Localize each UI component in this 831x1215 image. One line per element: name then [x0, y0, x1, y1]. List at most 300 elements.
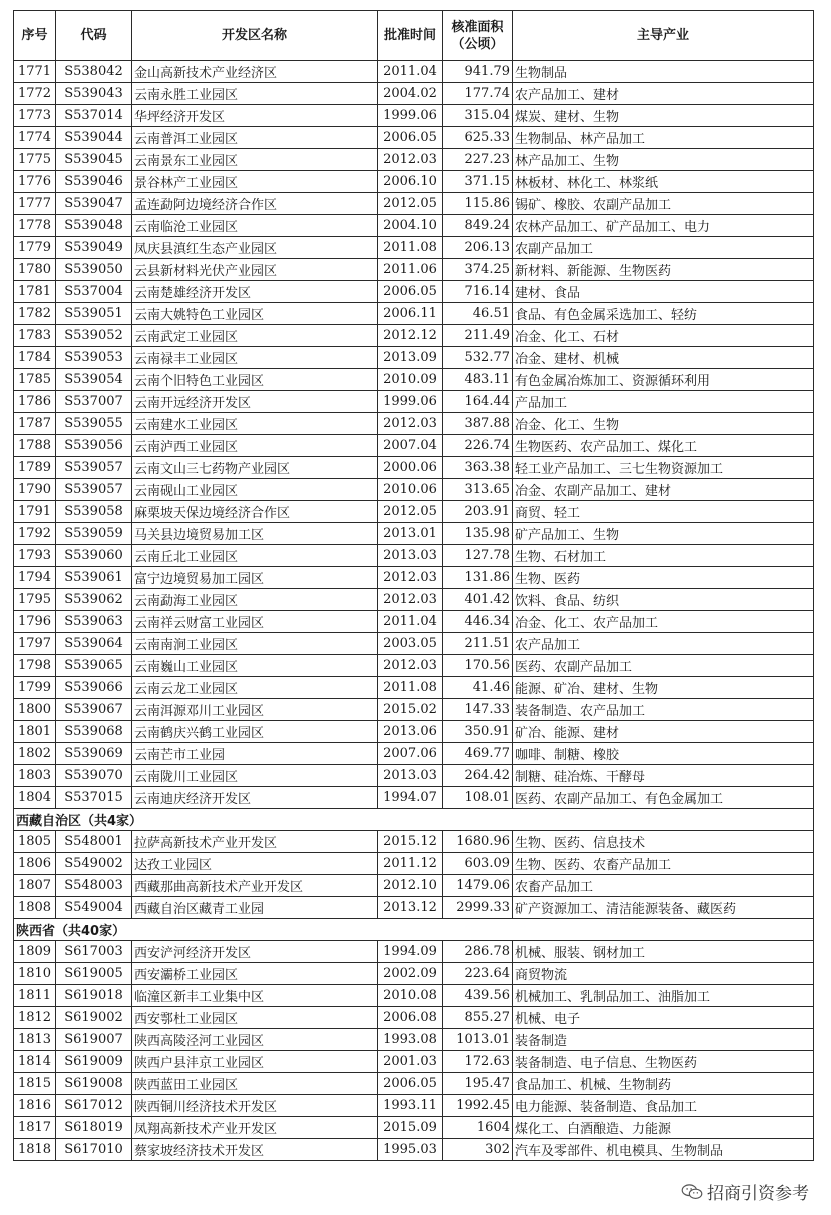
- cell-zone-name: 华坪经济开发区: [132, 105, 378, 127]
- cell-zone-name: 云南普洱工业园区: [132, 127, 378, 149]
- cell-approval-date: 2012.03: [378, 149, 443, 171]
- cell-serial-number: 1808: [14, 897, 56, 919]
- cell-code: S537014: [56, 105, 132, 127]
- cell-code: S539052: [56, 325, 132, 347]
- table-row: [14, 501, 814, 523]
- cell-zone-name: 云南丘北工业园区: [132, 545, 378, 567]
- cell-serial-number: 1805: [14, 831, 56, 853]
- cell-code: S539043: [56, 83, 132, 105]
- cell-approval-date: 1994.09: [378, 941, 443, 963]
- cell-approval-date: 2010.06: [378, 479, 443, 501]
- cell-approval-date: 2012.05: [378, 501, 443, 523]
- cell-code: S539053: [56, 347, 132, 369]
- cell-zone-name: 云南迪庆经济开发区: [132, 787, 378, 809]
- cell-zone-name: 临潼区新丰工业集中区: [132, 985, 378, 1007]
- table-row: [14, 193, 814, 215]
- cell-code: S539064: [56, 633, 132, 655]
- cell-approval-date: 1994.07: [378, 787, 443, 809]
- cell-code: S539049: [56, 237, 132, 259]
- cell-code: S539047: [56, 193, 132, 215]
- cell-leading-industry: 冶金、化工、石材: [513, 325, 814, 347]
- cell-leading-industry: 矿产品加工、生物: [513, 523, 814, 545]
- cell-zone-name: 景谷林产工业园区: [132, 171, 378, 193]
- cell-code: S539068: [56, 721, 132, 743]
- cell-serial-number: 1809: [14, 941, 56, 963]
- cell-zone-name: 云南开远经济开发区: [132, 391, 378, 413]
- cell-approved-area: 603.09: [443, 853, 513, 875]
- cell-code: S538042: [56, 61, 132, 83]
- cell-approval-date: 2004.10: [378, 215, 443, 237]
- cell-leading-industry: 商贸、轻工: [513, 501, 814, 523]
- cell-zone-name: 西安灞桥工业园区: [132, 963, 378, 985]
- cell-code: S539054: [56, 369, 132, 391]
- cell-serial-number: 1818: [14, 1139, 56, 1161]
- cell-serial-number: 1774: [14, 127, 56, 149]
- cell-approval-date: 1993.08: [378, 1029, 443, 1051]
- cell-serial-number: 1814: [14, 1051, 56, 1073]
- cell-serial-number: 1771: [14, 61, 56, 83]
- cell-leading-industry: 装备制造、农产品加工: [513, 699, 814, 721]
- cell-code: S548003: [56, 875, 132, 897]
- cell-approved-area: 131.86: [443, 567, 513, 589]
- header-leading-industry: 主导产业: [513, 11, 814, 61]
- table-row: [14, 369, 814, 391]
- table-row: [14, 1095, 814, 1117]
- cell-serial-number: 1794: [14, 567, 56, 589]
- cell-approval-date: 2012.03: [378, 567, 443, 589]
- cell-leading-industry: 电力能源、装备制造、食品加工: [513, 1095, 814, 1117]
- cell-approved-area: 1680.96: [443, 831, 513, 853]
- cell-approval-date: 2010.09: [378, 369, 443, 391]
- cell-leading-industry: 食品加工、机械、生物制药: [513, 1073, 814, 1095]
- cell-zone-name: 云南泸西工业园区: [132, 435, 378, 457]
- section-header-row: [14, 919, 814, 941]
- cell-serial-number: 1801: [14, 721, 56, 743]
- cell-code: S619018: [56, 985, 132, 1007]
- cell-leading-industry: 农副产品加工: [513, 237, 814, 259]
- cell-approved-area: 203.91: [443, 501, 513, 523]
- cell-approval-date: 1993.11: [378, 1095, 443, 1117]
- table-row: [14, 259, 814, 281]
- cell-leading-industry: 冶金、化工、农产品加工: [513, 611, 814, 633]
- cell-zone-name: 金山高新技术产业经济区: [132, 61, 378, 83]
- table-row: [14, 897, 814, 919]
- cell-leading-industry: 生物、医药、农畜产品加工: [513, 853, 814, 875]
- cell-leading-industry: 机械加工、乳制品加工、油脂加工: [513, 985, 814, 1007]
- cell-approval-date: 2011.04: [378, 611, 443, 633]
- header-serial-number: 序号: [14, 11, 56, 61]
- cell-approval-date: 2006.05: [378, 281, 443, 303]
- cell-zone-name: 云南武定工业园区: [132, 325, 378, 347]
- cell-serial-number: 1785: [14, 369, 56, 391]
- cell-approved-area: 2999.33: [443, 897, 513, 919]
- cell-leading-industry: 锡矿、橡胶、农副产品加工: [513, 193, 814, 215]
- cell-approved-area: 227.23: [443, 149, 513, 171]
- cell-zone-name: 云南景东工业园区: [132, 149, 378, 171]
- cell-code: S537004: [56, 281, 132, 303]
- cell-zone-name: 陕西蓝田工业园区: [132, 1073, 378, 1095]
- table-row: [14, 853, 814, 875]
- cell-zone-name: 云南云龙工业园区: [132, 677, 378, 699]
- cell-leading-industry: 林产品加工、生物: [513, 149, 814, 171]
- cell-approved-area: 941.79: [443, 61, 513, 83]
- cell-leading-industry: 机械、服装、钢材加工: [513, 941, 814, 963]
- cell-code: S539058: [56, 501, 132, 523]
- cell-serial-number: 1810: [14, 963, 56, 985]
- table-row: [14, 1029, 814, 1051]
- cell-code: S619002: [56, 1007, 132, 1029]
- cell-zone-name: 富宁边境贸易加工园区: [132, 567, 378, 589]
- cell-serial-number: 1778: [14, 215, 56, 237]
- cell-zone-name: 陕西户县沣京工业园区: [132, 1051, 378, 1073]
- cell-zone-name: 云南鹤庆兴鹤工业园区: [132, 721, 378, 743]
- cell-serial-number: 1782: [14, 303, 56, 325]
- table-row: [14, 83, 814, 105]
- cell-leading-industry: 生物、医药: [513, 567, 814, 589]
- cell-leading-industry: 医药、农副产品加工、有色金属加工: [513, 787, 814, 809]
- cell-serial-number: 1779: [14, 237, 56, 259]
- header-approved-area: [443, 11, 513, 61]
- cell-approval-date: 2007.04: [378, 435, 443, 457]
- cell-approved-area: 532.77: [443, 347, 513, 369]
- table-row: [14, 303, 814, 325]
- cell-serial-number: 1813: [14, 1029, 56, 1051]
- cell-approval-date: 2012.12: [378, 325, 443, 347]
- cell-approval-date: 2010.08: [378, 985, 443, 1007]
- cell-leading-industry: 农畜产品加工: [513, 875, 814, 897]
- cell-serial-number: 1811: [14, 985, 56, 1007]
- header-area-line-1: 核准面积: [451, 19, 504, 35]
- cell-approval-date: 2012.10: [378, 875, 443, 897]
- cell-serial-number: 1802: [14, 743, 56, 765]
- cell-approved-area: 170.56: [443, 655, 513, 677]
- cell-approved-area: 1479.06: [443, 875, 513, 897]
- cell-approved-area: 206.13: [443, 237, 513, 259]
- cell-approval-date: 2015.12: [378, 831, 443, 853]
- cell-approved-area: 350.91: [443, 721, 513, 743]
- cell-code: S619008: [56, 1073, 132, 1095]
- cell-approved-area: 127.78: [443, 545, 513, 567]
- watermark: [677, 1178, 813, 1205]
- table-body: [14, 61, 814, 1161]
- cell-serial-number: 1795: [14, 589, 56, 611]
- table-row: [14, 831, 814, 853]
- cell-code: S617010: [56, 1139, 132, 1161]
- cell-leading-industry: 制糖、硅冶炼、干酵母: [513, 765, 814, 787]
- cell-serial-number: 1784: [14, 347, 56, 369]
- cell-code: S539057: [56, 479, 132, 501]
- cell-zone-name: 陕西铜川经济技术开发区: [132, 1095, 378, 1117]
- cell-approved-area: 469.77: [443, 743, 513, 765]
- cell-approval-date: 2011.08: [378, 237, 443, 259]
- cell-approved-area: 371.15: [443, 171, 513, 193]
- cell-approval-date: 1999.06: [378, 105, 443, 127]
- cell-leading-industry: 装备制造: [513, 1029, 814, 1051]
- cell-zone-name: 云南个旧特色工业园区: [132, 369, 378, 391]
- cell-leading-industry: 商贸物流: [513, 963, 814, 985]
- table-row: [14, 941, 814, 963]
- cell-serial-number: 1797: [14, 633, 56, 655]
- cell-serial-number: 1777: [14, 193, 56, 215]
- cell-approved-area: 108.01: [443, 787, 513, 809]
- table-row: [14, 523, 814, 545]
- cell-leading-industry: 农产品加工: [513, 633, 814, 655]
- cell-code: S537015: [56, 787, 132, 809]
- cell-leading-industry: 产品加工: [513, 391, 814, 413]
- cell-zone-name: 拉萨高新技术产业开发区: [132, 831, 378, 853]
- cell-zone-name: 孟连勐阿边境经济合作区: [132, 193, 378, 215]
- cell-approval-date: 2006.05: [378, 1073, 443, 1095]
- cell-zone-name: 云南永胜工业园区: [132, 83, 378, 105]
- cell-zone-name: 云县新材料光伏产业园区: [132, 259, 378, 281]
- cell-serial-number: 1775: [14, 149, 56, 171]
- cell-serial-number: 1772: [14, 83, 56, 105]
- cell-approved-area: 446.34: [443, 611, 513, 633]
- cell-serial-number: 1791: [14, 501, 56, 523]
- header-approval-date: 批准时间: [378, 11, 443, 61]
- cell-approved-area: 855.27: [443, 1007, 513, 1029]
- cell-serial-number: 1803: [14, 765, 56, 787]
- cell-approval-date: 2000.06: [378, 457, 443, 479]
- cell-approved-area: 483.11: [443, 369, 513, 391]
- cell-approved-area: 41.46: [443, 677, 513, 699]
- table-row: [14, 963, 814, 985]
- cell-zone-name: 西藏自治区藏青工业园: [132, 897, 378, 919]
- cell-zone-name: 西藏那曲高新技术产业开发区: [132, 875, 378, 897]
- cell-zone-name: 云南洱源邓川工业园区: [132, 699, 378, 721]
- table-row: [14, 765, 814, 787]
- cell-code: S539046: [56, 171, 132, 193]
- cell-serial-number: 1815: [14, 1073, 56, 1095]
- table-row: [14, 391, 814, 413]
- cell-code: S539059: [56, 523, 132, 545]
- cell-serial-number: 1817: [14, 1117, 56, 1139]
- table-row: [14, 1051, 814, 1073]
- cell-approved-area: 177.74: [443, 83, 513, 105]
- cell-leading-industry: 农林产品加工、矿产品加工、电力: [513, 215, 814, 237]
- cell-approved-area: 1992.45: [443, 1095, 513, 1117]
- cell-approval-date: 2013.03: [378, 545, 443, 567]
- cell-approval-date: 1995.03: [378, 1139, 443, 1161]
- cell-serial-number: 1786: [14, 391, 56, 413]
- cell-code: S539069: [56, 743, 132, 765]
- cell-code: S617012: [56, 1095, 132, 1117]
- header-area-line-2: （公顷）: [451, 36, 504, 52]
- cell-serial-number: 1812: [14, 1007, 56, 1029]
- table-row: [14, 721, 814, 743]
- cell-leading-industry: 建材、食品: [513, 281, 814, 303]
- cell-code: S539060: [56, 545, 132, 567]
- table-row: [14, 743, 814, 765]
- cell-leading-industry: 冶金、建材、机械: [513, 347, 814, 369]
- cell-approved-area: 363.38: [443, 457, 513, 479]
- cell-code: S619009: [56, 1051, 132, 1073]
- cell-zone-name: 马关县边境贸易加工区: [132, 523, 378, 545]
- cell-approved-area: 313.65: [443, 479, 513, 501]
- cell-code: S539044: [56, 127, 132, 149]
- cell-serial-number: 1787: [14, 413, 56, 435]
- cell-approved-area: 1013.01: [443, 1029, 513, 1051]
- cell-serial-number: 1780: [14, 259, 56, 281]
- table-row: [14, 479, 814, 501]
- cell-leading-industry: 医药、农副产品加工: [513, 655, 814, 677]
- cell-leading-industry: 矿冶、能源、建材: [513, 721, 814, 743]
- cell-approval-date: 1999.06: [378, 391, 443, 413]
- cell-code: S539050: [56, 259, 132, 281]
- section-header-row: [14, 809, 814, 831]
- cell-leading-industry: 咖啡、制糖、橡胶: [513, 743, 814, 765]
- table-row: [14, 237, 814, 259]
- cell-zone-name: 云南祥云财富工业园区: [132, 611, 378, 633]
- cell-serial-number: 1788: [14, 435, 56, 457]
- cell-zone-name: 麻栗坡天保边境经济合作区: [132, 501, 378, 523]
- cell-approved-area: 46.51: [443, 303, 513, 325]
- table-row: [14, 171, 814, 193]
- cell-leading-industry: 农产品加工、建材: [513, 83, 814, 105]
- table-row: [14, 413, 814, 435]
- cell-approved-area: 374.25: [443, 259, 513, 281]
- table-row: [14, 545, 814, 567]
- table-row: [14, 787, 814, 809]
- cell-serial-number: 1806: [14, 853, 56, 875]
- cell-code: S539056: [56, 435, 132, 457]
- table-row: [14, 611, 814, 633]
- cell-leading-industry: 汽车及零部件、机电模具、生物制品: [513, 1139, 814, 1161]
- cell-code: S539057: [56, 457, 132, 479]
- cell-serial-number: 1789: [14, 457, 56, 479]
- cell-approved-area: 302: [443, 1139, 513, 1161]
- cell-leading-industry: 生物医药、农产品加工、煤化工: [513, 435, 814, 457]
- table-row: [14, 149, 814, 171]
- cell-leading-industry: 能源、矿冶、建材、生物: [513, 677, 814, 699]
- cell-approval-date: 2001.03: [378, 1051, 443, 1073]
- cell-approval-date: 2013.03: [378, 765, 443, 787]
- cell-leading-industry: 机械、电子: [513, 1007, 814, 1029]
- cell-code: S539067: [56, 699, 132, 721]
- cell-approval-date: 2011.06: [378, 259, 443, 281]
- cell-serial-number: 1799: [14, 677, 56, 699]
- cell-serial-number: 1804: [14, 787, 56, 809]
- cell-serial-number: 1800: [14, 699, 56, 721]
- cell-approval-date: 2013.12: [378, 897, 443, 919]
- cell-serial-number: 1790: [14, 479, 56, 501]
- cell-code: S548001: [56, 831, 132, 853]
- cell-serial-number: 1773: [14, 105, 56, 127]
- cell-serial-number: 1816: [14, 1095, 56, 1117]
- cell-approval-date: 2012.03: [378, 655, 443, 677]
- cell-approved-area: 195.47: [443, 1073, 513, 1095]
- cell-zone-name: 云南勐海工业园区: [132, 589, 378, 611]
- header-zone-name: 开发区名称: [132, 11, 378, 61]
- cell-code: S539051: [56, 303, 132, 325]
- cell-leading-industry: 饮料、食品、纺织: [513, 589, 814, 611]
- header-code: 代码: [56, 11, 132, 61]
- cell-leading-industry: 煤炭、建材、生物: [513, 105, 814, 127]
- wechat-icon: [681, 1184, 703, 1200]
- cell-leading-industry: 煤化工、白酒酿造、力能源: [513, 1117, 814, 1139]
- cell-approval-date: 2006.11: [378, 303, 443, 325]
- cell-approved-area: 226.74: [443, 435, 513, 457]
- cell-zone-name: 云南巍山工业园区: [132, 655, 378, 677]
- cell-code: S539055: [56, 413, 132, 435]
- cell-approval-date: 2012.03: [378, 589, 443, 611]
- cell-approval-date: 2006.10: [378, 171, 443, 193]
- cell-approval-date: 2013.06: [378, 721, 443, 743]
- cell-approved-area: 211.49: [443, 325, 513, 347]
- cell-code: S539065: [56, 655, 132, 677]
- cell-serial-number: 1783: [14, 325, 56, 347]
- cell-leading-industry: 食品、有色金属采选加工、轻纺: [513, 303, 814, 325]
- cell-zone-name: 西安浐河经济开发区: [132, 941, 378, 963]
- cell-approved-area: 223.64: [443, 963, 513, 985]
- cell-code: S619005: [56, 963, 132, 985]
- cell-approved-area: 286.78: [443, 941, 513, 963]
- cell-approved-area: 401.42: [443, 589, 513, 611]
- cell-code: S549004: [56, 897, 132, 919]
- table-row: [14, 127, 814, 149]
- cell-approval-date: 2013.01: [378, 523, 443, 545]
- cell-leading-industry: 有色金属冶炼加工、资源循环利用: [513, 369, 814, 391]
- cell-zone-name: 西安鄠杜工业园区: [132, 1007, 378, 1029]
- cell-leading-industry: 轻工业产品加工、三七生物资源加工: [513, 457, 814, 479]
- cell-approval-date: 2003.05: [378, 633, 443, 655]
- cell-code: S539045: [56, 149, 132, 171]
- table-row: [14, 281, 814, 303]
- cell-code: S539048: [56, 215, 132, 237]
- cell-approval-date: 2011.12: [378, 853, 443, 875]
- cell-zone-name: 云南禄丰工业园区: [132, 347, 378, 369]
- cell-approval-date: 2006.05: [378, 127, 443, 149]
- header-row: [14, 11, 814, 61]
- cell-zone-name: 云南临沧工业园区: [132, 215, 378, 237]
- cell-approval-date: 2002.09: [378, 963, 443, 985]
- cell-approval-date: 2012.03: [378, 413, 443, 435]
- cell-approved-area: 115.86: [443, 193, 513, 215]
- cell-leading-industry: 装备制造、电子信息、生物医药: [513, 1051, 814, 1073]
- cell-code: S539066: [56, 677, 132, 699]
- cell-approval-date: 2013.09: [378, 347, 443, 369]
- cell-approval-date: 2015.02: [378, 699, 443, 721]
- cell-approved-area: 147.33: [443, 699, 513, 721]
- cell-leading-industry: 冶金、化工、生物: [513, 413, 814, 435]
- table-row: [14, 457, 814, 479]
- cell-approved-area: 135.98: [443, 523, 513, 545]
- table-row: [14, 875, 814, 897]
- cell-zone-name: 云南南涧工业园区: [132, 633, 378, 655]
- section-title: 陕西省（共40家）: [14, 919, 814, 941]
- cell-approved-area: 716.14: [443, 281, 513, 303]
- cell-approval-date: 2006.08: [378, 1007, 443, 1029]
- cell-approval-date: 2012.05: [378, 193, 443, 215]
- cell-serial-number: 1798: [14, 655, 56, 677]
- cell-serial-number: 1776: [14, 171, 56, 193]
- cell-leading-industry: 生物制品、林产品加工: [513, 127, 814, 149]
- cell-approved-area: 387.88: [443, 413, 513, 435]
- table-row: [14, 105, 814, 127]
- cell-leading-industry: 生物、医药、信息技术: [513, 831, 814, 853]
- table-row: [14, 633, 814, 655]
- cell-approval-date: 2015.09: [378, 1117, 443, 1139]
- cell-serial-number: 1781: [14, 281, 56, 303]
- table-row: [14, 655, 814, 677]
- cell-approved-area: 315.04: [443, 105, 513, 127]
- cell-serial-number: 1792: [14, 523, 56, 545]
- cell-code: S618019: [56, 1117, 132, 1139]
- cell-approved-area: 849.24: [443, 215, 513, 237]
- cell-approved-area: 1604: [443, 1117, 513, 1139]
- cell-approved-area: 625.33: [443, 127, 513, 149]
- cell-serial-number: 1807: [14, 875, 56, 897]
